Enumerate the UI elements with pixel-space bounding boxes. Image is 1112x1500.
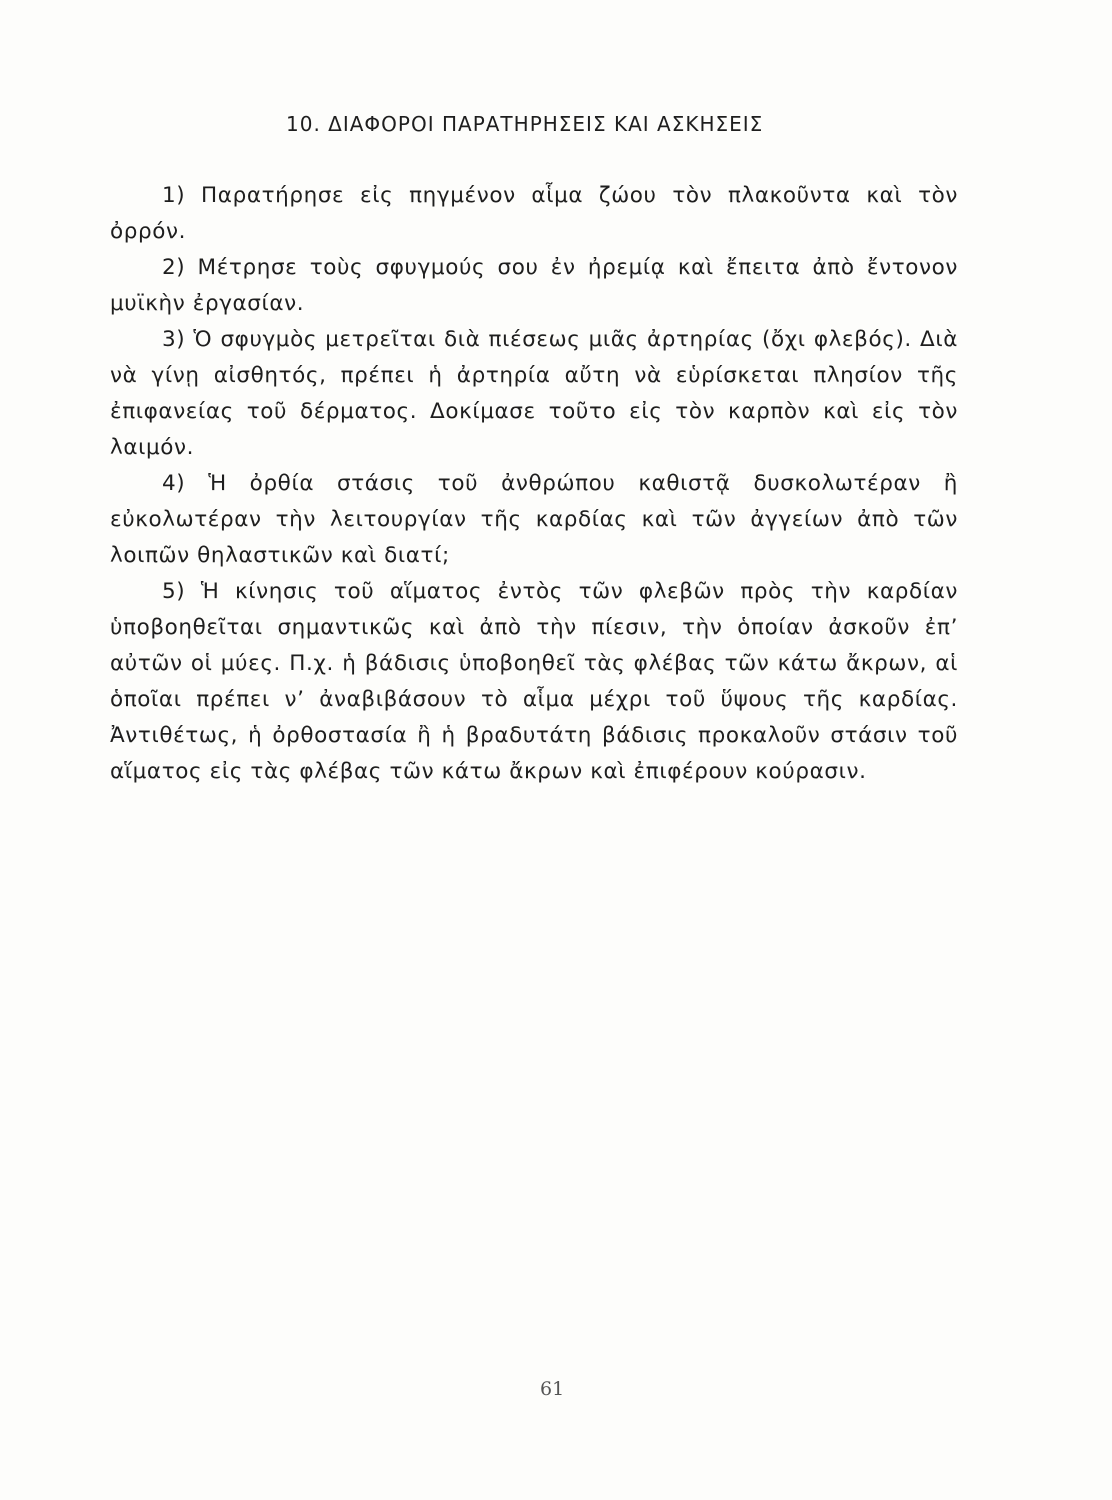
page-title: 10. ΔΙΑΦΟΡΟΙ ΠΑΡΑΤΗΡΗΣΕΙΣ ΚΑΙ ΑΣΚΗΣΕΙΣ (286, 112, 764, 136)
exercise-paragraph-4: 4) Ἡ ὀρθία στάσις τοῦ ἀνθρώπου καθιστᾷ δυσκολωτέραν ἢ εὐκολωτέραν τὴν λειτουργίαν τῆς καρδίας καὶ τῶν ἀγγείων ἀπὸ τῶν λοιπῶν θηλαστικῶν καὶ διατί; (110, 471, 958, 568)
exercise-paragraph-3: 3) Ὁ σφυγμὸς μετρεῖται διὰ πιέσεως μιᾶς ἀρτηρίας (ὄχι φλεβός). Διὰ νὰ γίνῃ αἰσθητός, πρέπει ἡ ἀρτηρία αὔτη νὰ εὑρίσκεται πλησίον τῆς ἐπιφανείας τοῦ δέρματος. Δοκίμασε τοῦτο εἰς τὸν καρπὸν καὶ εἰς τὸν λαιμόν. (110, 327, 958, 460)
exercise-paragraph-5: 5) Ἡ κίνησις τοῦ αἵματος ἐντὸς τῶν φλεβῶν πρὸς τὴν καρδίαν ὑποβοηθεῖται σημαντικῶς καὶ ἀπὸ τὴν πίεσιν, τὴν ὁποίαν ἀσκοῦν ἐπ’ αὐτῶν οἱ μύες. Π.χ. ἡ βάδισις ὑποβοηθεῖ τὰς φλέβας τῶν κάτω ἄκρων, αἱ ὁποῖαι πρέπει ν’ ἀναβιβάσουν τὸ αἷμα μέχρι τοῦ ὕψους τῆς καρδίας. Ἀντιθέτως, ἡ ὀρθοστασία ἢ ἡ βραδυτάτη βάδισις προκαλοῦν στάσιν τοῦ αἵματος εἰς τὰς φλέβας τῶν κάτω ἄκρων καὶ ἐπιφέρουν κούρασιν. (110, 579, 958, 784)
exercise-list (110, 178, 958, 790)
exercise-paragraph-1: 1) Παρατήρησε εἰς πηγμένον αἷμα ζώου τὸν πλακοῦντα καὶ τὸν ὀρρόν. (110, 183, 958, 244)
exercise-paragraph-2: 2) Μέτρησε τοὺς σφυγμούς σου ἐν ἠρεμίᾳ καὶ ἔπειτα ἀπὸ ἔντονον μυϊκὴν ἐργασίαν. (110, 255, 958, 316)
page-number: 61 (540, 1378, 565, 1400)
